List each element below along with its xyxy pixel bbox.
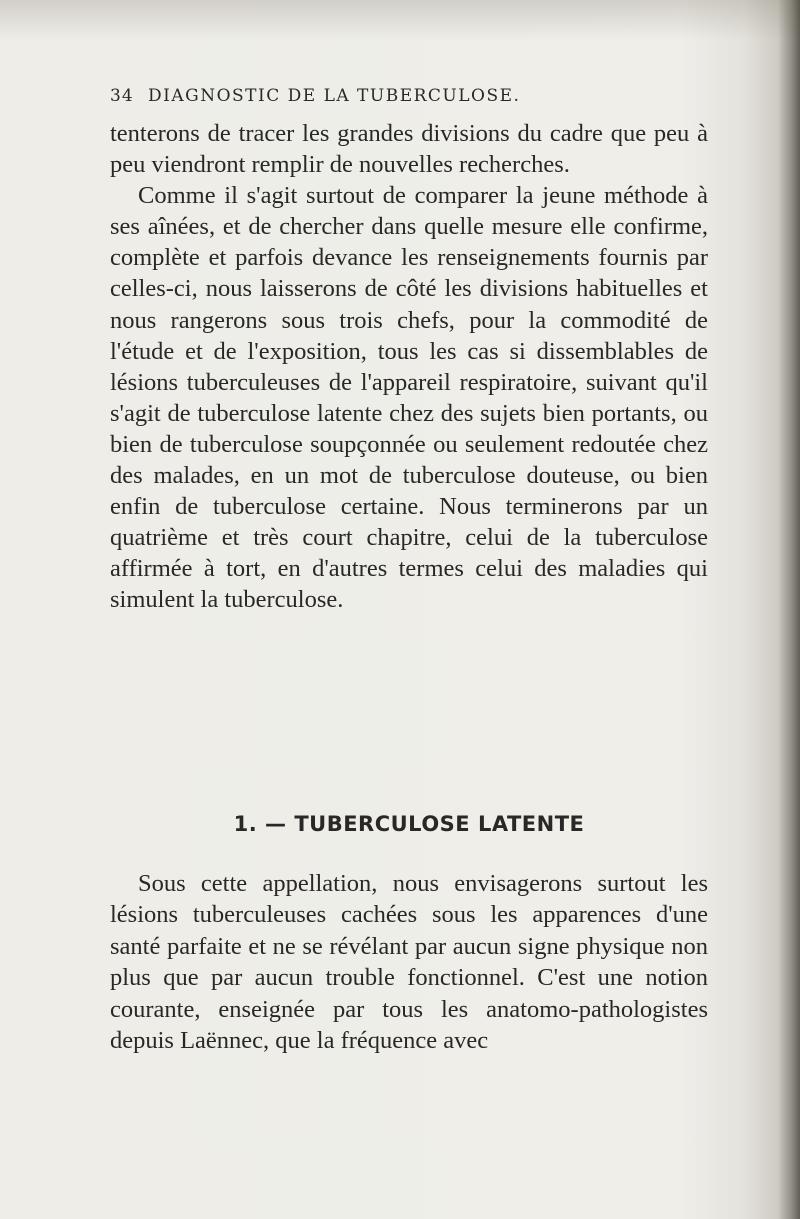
section-paragraph: Sous cette appellation, nous envisagerons surtout les lésions tuberculeuses cachées sous les apparences d'une santé parfaite et ne se révélant par aucun signe physique non plus que par aucun trouble fonctionnel. C'est une notion courante, enseignée par tous les anatomo-pathologistes depuis Laënnec, que la fréquence avec [110,870,708,1055]
running-title: DIAGNOSTIC DE LA TUBERCULOSE. [148,86,521,106]
paragraph-methodology: Comme il s'agit surtout de comparer la jeune méthode à ses aînées, et de chercher dans quelle mesure elle confirme, complète et parfois devance les renseignements fournis par celles-ci, nous laisserons de côté les divisions habituelles et nous rangerons sous trois chefs, pour la commodité de l'étude et de l'exposition, tous les cas si dissemblables de lésions tuberculeuses de l'appareil respiratoire, suivant qu'il s'agit de tuberculose latente chez des sujets bien portants, ou bien de tuberculose soupçonnée ou seulement redoutée chez des malades, en un mot de tuberculose douteuse, ou bien enfin de tuberculose certaine. Nous terminerons par un quatrième et très court chapitre, celui de la tuberculose affirmée à tort, en d'autres termes celui des maladies qui simulent la tuberculose. [110,182,708,614]
page-top-shading [0,0,800,40]
section-text-block [110,868,708,1056]
page-edge-shadow [778,0,800,1219]
page-number: 34 [110,86,134,106]
paragraph-continued: tenterons de tracer les grandes divisions du cadre que peu à peu viendront remplir de nouvelles recherches. [110,120,708,179]
running-header [110,86,760,116]
section-heading: 1. — TUBERCULOSE LATENTE [233,812,585,836]
main-text-block [110,118,708,616]
